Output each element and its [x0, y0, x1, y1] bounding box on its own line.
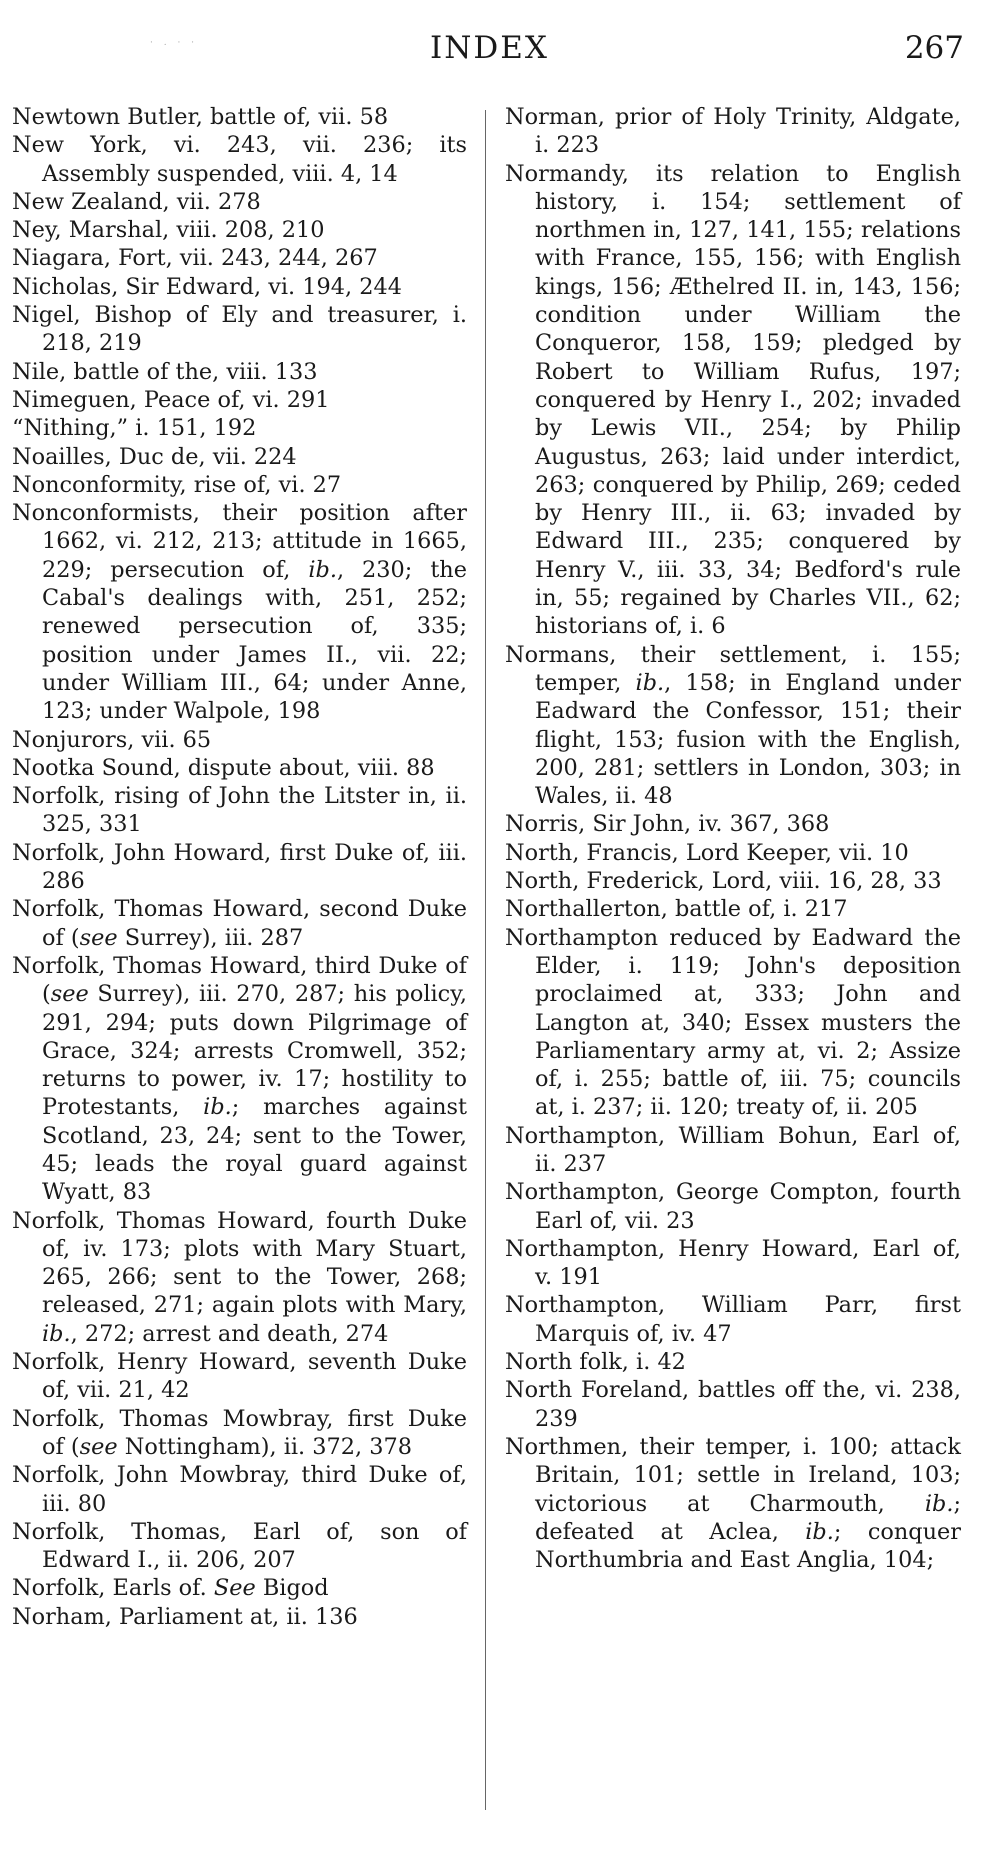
- index-entry: Norfolk, Earls of. See Bigod: [12, 1575, 329, 1602]
- column-divider: [485, 110, 486, 1810]
- index-entry: New Zealand, vii. 278: [12, 188, 261, 215]
- index-entry: Norfolk, John Mowbray, third Duke of, iii. 80: [12, 1462, 467, 1517]
- page-header: [0, 30, 1000, 80]
- index-entry: Nicholas, Sir Edward, vi. 194, 244: [12, 273, 402, 300]
- index-entry: “Nithing,” i. 151, 192: [12, 415, 257, 442]
- index-entry: New York, vi. 243, vii. 236; its Assembly suspended, viii. 4, 14: [12, 132, 467, 187]
- index-entry: Northallerton, battle of, i. 217: [505, 896, 848, 923]
- index-entry: Northampton, William Bohun, Earl of, ii. 237: [505, 1122, 961, 1177]
- index-entry: Normandy, its relation to English history, i. 154; settlement of northmen in, 127, 141, 155; relations with France, 155, 156; with English kings, 156; Æthelred II. in, 143, 156; condition under William the Conqueror, 158, 159; pledged by Robert to William Rufus, 197; conquered by Henry I., 202; invaded by Lewis VII., 254; by Philip Augustus, 263; laid under interdict, 263; conquered by Philip, 269; ceded by Henry III., ii. 63; invaded by Edward III., 235; conquered by Henry V., iii. 33, 34; Bedford's rule in, 55; regained by Charles VII., 62; historians of, i. 6: [505, 160, 961, 640]
- left-index-column: [12, 103, 467, 1631]
- scan-specks: · . · ·: [150, 38, 199, 48]
- page-number: 267: [904, 30, 964, 66]
- index-entry: North, Frederick, Lord, viii. 16, 28, 33: [505, 868, 942, 895]
- index-entry: Northampton, George Compton, fourth Earl of, vii. 23: [505, 1179, 961, 1234]
- index-entry: Nonconformity, rise of, vi. 27: [12, 471, 342, 498]
- index-entry: Nile, battle of the, viii. 133: [12, 358, 318, 385]
- index-entry: Norfolk, Thomas Howard, second Duke of (see Surrey), iii. 287: [12, 896, 467, 951]
- index-entry: North, Francis, Lord Keeper, vii. 10: [505, 839, 909, 866]
- index-entry: Norfolk, Thomas, Earl of, son of Edward I., ii. 206, 207: [12, 1518, 467, 1574]
- right-index-column: [505, 103, 961, 1574]
- index-entry: Norman, prior of Holy Trinity, Aldgate, i. 223: [505, 104, 961, 159]
- index-entry: Nootka Sound, dispute about, viii. 88: [12, 754, 435, 781]
- index-entry: Ney, Marshal, viii. 208, 210: [12, 217, 325, 244]
- index-entry: Niagara, Fort, vii. 243, 244, 267: [12, 245, 378, 272]
- index-entry: North folk, i. 42: [505, 1349, 686, 1376]
- index-entry: Nonconformists, their position after 1662, vi. 212, 213; attitude in 1665, 229; persecution of, ib., 230; the Cabal's dealings with, 251, 252; renewed persecution of, 335; position under James II., vii. 22; under William III., 64; under Anne, 123; under Walpole, 198: [12, 500, 467, 725]
- index-entry: Noailles, Duc de, vii. 224: [12, 443, 297, 470]
- index-entry: Norfolk, Thomas Howard, third Duke of (see Surrey), iii. 270, 287; his policy, 291, 294; puts down Pilgrimage of Grace, 324; arrests Cromwell, 352; returns to power, iv. 17; hostility to Protestants, ib.; marches against Scotland, 23, 24; sent to the Tower, 45; leads the royal guard against Wyatt, 83: [12, 952, 467, 1206]
- index-entry: Northampton, William Parr, first Marquis of, iv. 47: [505, 1292, 961, 1347]
- page-title: INDEX: [430, 30, 549, 66]
- index-entry: Norfolk, Henry Howard, seventh Duke of, vii. 21, 42: [12, 1349, 467, 1404]
- index-entry: Nigel, Bishop of Ely and treasurer, i. 218, 219: [12, 302, 467, 357]
- index-entry: Norfolk, John Howard, first Duke of, iii. 286: [12, 839, 467, 895]
- index-entry: Norfolk, Thomas Howard, fourth Duke of, iv. 173; plots with Mary Stuart, 265, 266; sent to the Tower, 268; released, 271; again plots with Mary, ib., 272; arrest and death, 274: [12, 1207, 467, 1347]
- index-entry: Normans, their settlement, i. 155; temper, ib., 158; in England under Eadward the Confessor, 151; their flight, 153; fusion with the English, 200, 281; settlers in London, 303; in Wales, ii. 48: [505, 641, 961, 810]
- index-entry: Northampton reduced by Eadward the Elder, i. 119; John's deposition proclaimed at, 333; John and Langton at, 340; Essex musters the Parliamentary army at, vi. 2; Assize of, i. 255; battle of, iii. 75; councils at, i. 237; ii. 120; treaty of, ii. 205: [505, 924, 961, 1121]
- index-entry: Nimeguen, Peace of, vi. 291: [12, 386, 330, 413]
- index-entry: North Foreland, battles off the, vi. 238, 239: [505, 1377, 961, 1432]
- index-entry: Newtown Butler, battle of, vii. 58: [12, 104, 389, 130]
- index-entry: Norfolk, Thomas Mowbray, first Duke of (see Nottingham), ii. 372, 378: [12, 1405, 467, 1460]
- index-entry: Norham, Parliament at, ii. 136: [12, 1603, 358, 1630]
- index-entry: Nonjurors, vii. 65: [12, 726, 212, 753]
- index-entry: Northampton, Henry Howard, Earl of, v. 191: [505, 1235, 961, 1291]
- index-entry: Norris, Sir John, iv. 367, 368: [505, 811, 830, 838]
- index-entry: Northmen, their temper, i. 100; attack Britain, 101; settle in Ireland, 103; victorious at Charmouth, ib.; defeated at Aclea, ib.; conquer Northumbria and East Anglia, 104;: [505, 1433, 962, 1574]
- index-entry: Norfolk, rising of John the Litster in, ii. 325, 331: [12, 783, 467, 838]
